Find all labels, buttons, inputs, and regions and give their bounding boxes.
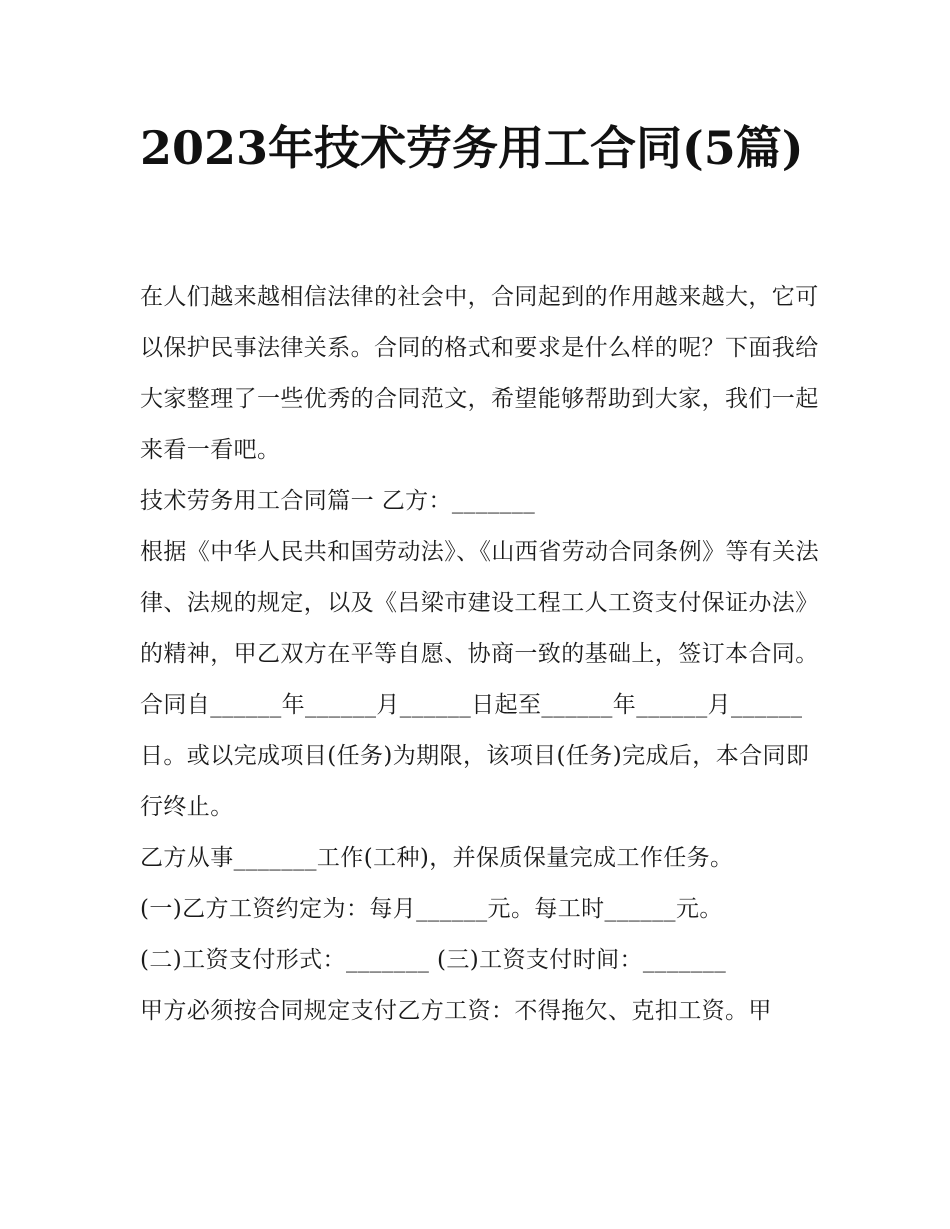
wage-payment-paragraph: (二)工资支付形式：_______ (三)工资支付时间：_______ bbox=[140, 947, 727, 973]
intro-paragraph: 在人们越来越相信法律的社会中，合同起到的作用越来越大，它可以保护民事法律关系。合同的格式和要求是什么样的呢？下面我给大家整理了一些优秀的合同范文，希望能够帮助到大家，我们一起来看一看吧。 bbox=[140, 284, 819, 463]
legal-basis-paragraph: 根据《中华人民共和国劳动法》、《山西省劳动合同条例》等有关法律、法规的规定，以及《吕梁市建设工程工人工资支付保证办法》的精神，甲乙双方在平等自愿、协商一致的基础上，签订本合同。 bbox=[140, 539, 819, 667]
section-heading-paragraph: 技术劳务用工合同篇一 乙方：_______ bbox=[140, 488, 536, 514]
contract-term-paragraph: 合同自______年______月______日起至______年______月______日。或以完成项目(任务)为期限，该项目(任务)完成后，本合同即行终止。 bbox=[140, 692, 810, 820]
document-title: 2023年技术劳务用工合同(5篇) bbox=[140, 121, 804, 175]
wage-obligation-paragraph: 甲方必须按合同规定支付乙方工资：不得拖欠、克扣工资。甲 bbox=[140, 998, 772, 1024]
wage-amount-paragraph: (一)乙方工资约定为：每月______元。每工时______元。 bbox=[140, 896, 723, 922]
job-duty-paragraph: 乙方从事_______工作(工种)，并保质保量完成工作任务。 bbox=[140, 845, 734, 871]
document-body bbox=[140, 272, 822, 1037]
